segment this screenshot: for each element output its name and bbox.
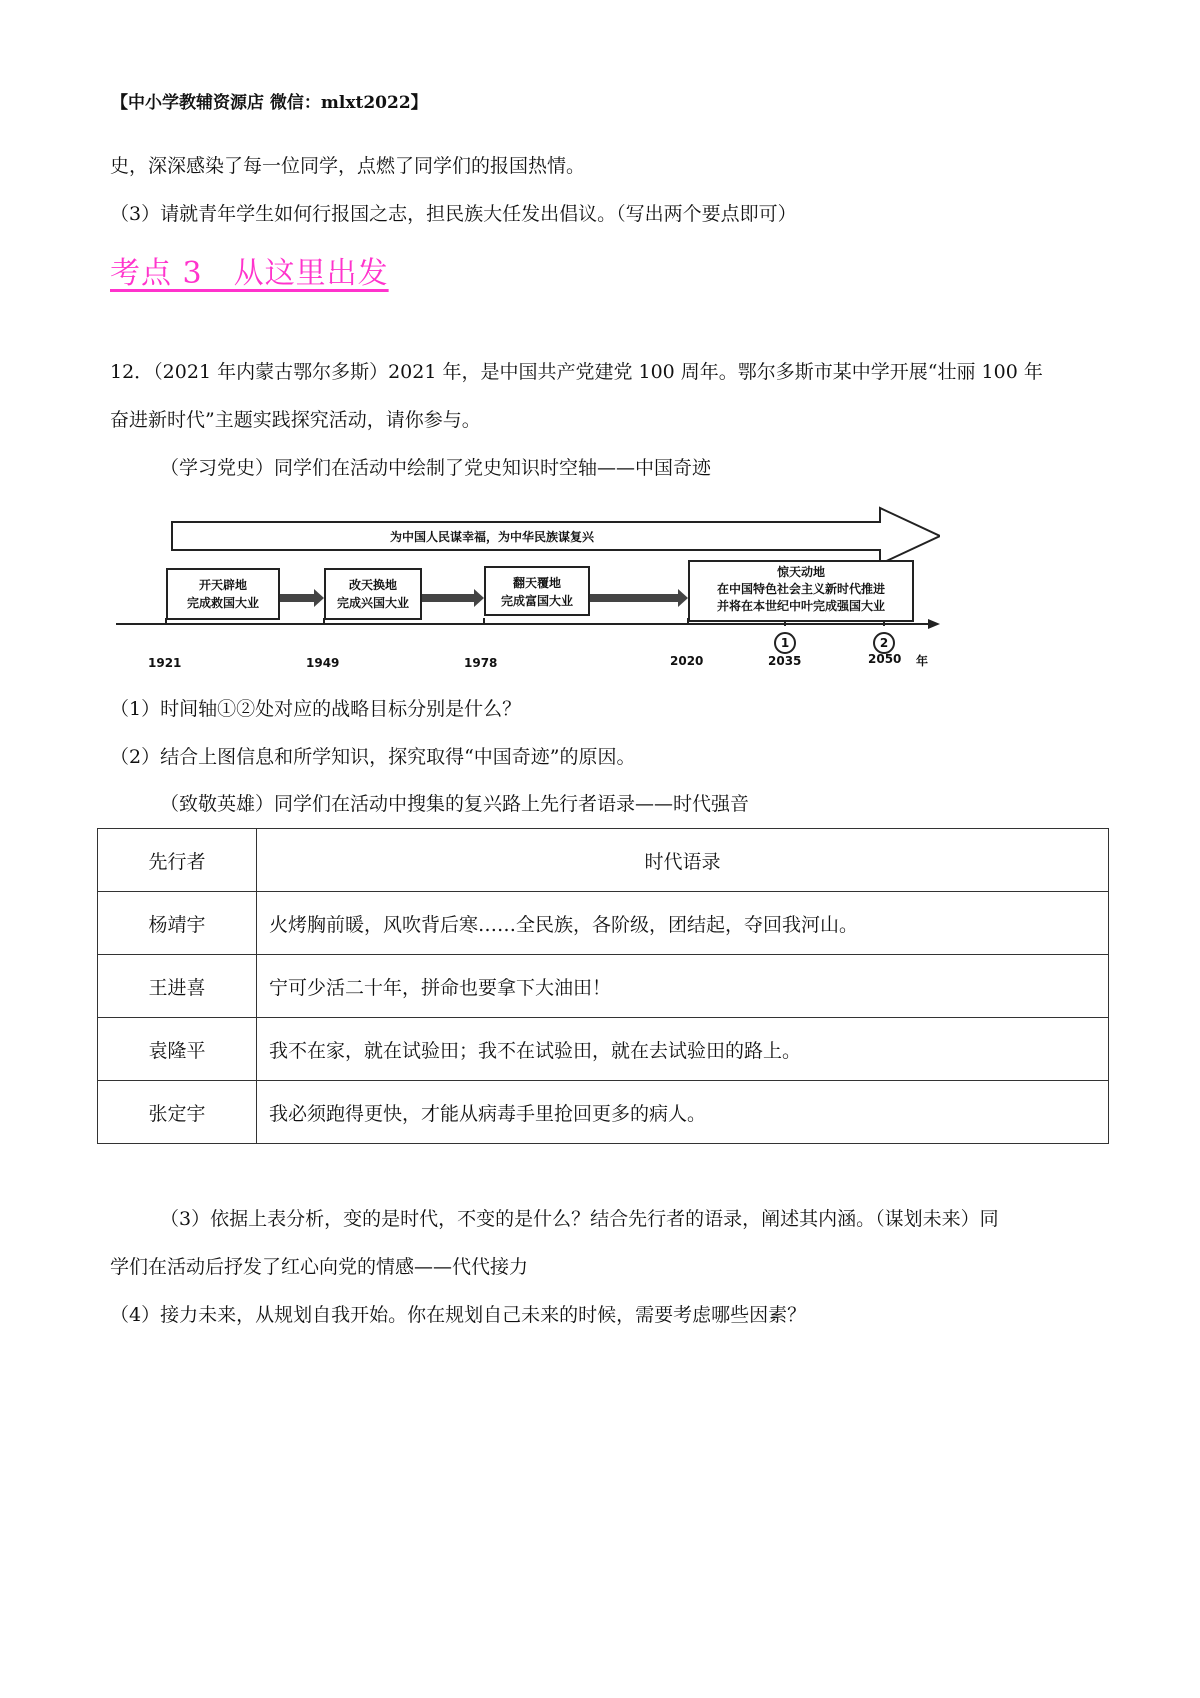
pioneer-name: 张定宇 (98, 1081, 257, 1144)
page-header: 【中小学教辅资源店 微信：mlxt2022】 (111, 93, 428, 113)
timeline-marker-1: 1 (774, 632, 796, 654)
year-2035: 2035 (768, 654, 802, 668)
table-row (98, 1081, 1109, 1144)
year-1978: 1978 (464, 656, 498, 670)
stage-box-1 (166, 568, 280, 620)
year-1921: 1921 (148, 656, 182, 670)
pioneer-quote: 宁可少活二十年，拼命也要拿下大油田！ (257, 955, 1109, 1018)
stage-3-line2: 完成富国大业 (500, 594, 573, 608)
stage-3-line1: 翻天覆地 (512, 576, 561, 590)
timeline-banner-text: 为中国人民谋幸福，为中华民族谋复兴 (390, 530, 595, 544)
stage-connector-3 (590, 589, 688, 607)
salute-heroes-line: （致敬英雄）同学们在活动中搜集的复兴路上先行者语录——时代强音 (160, 793, 750, 815)
stage-box-2 (324, 568, 422, 620)
pioneer-quote: 我必须跑得更快，才能从病毒手里抢回更多的病人。 (257, 1081, 1109, 1144)
question-12-intro-line2: 奋进新时代”主题实践探究活动，请你参与。 (110, 409, 481, 431)
question-3-line1: （3）依据上表分析，变的是时代，不变的是什么？结合先行者的语录，阐述其内涵。（谋划未来）同 (160, 1208, 999, 1230)
table-header-row (98, 829, 1109, 892)
year-2050: 2050 (868, 652, 902, 666)
previous-text-line: 史，深深感染了每一位同学，点燃了同学们的报国热情。 (110, 155, 586, 177)
pioneer-quote: 火烤胸前暖，风吹背后寒……全民族，各阶级，团结起，夺回我河山。 (257, 892, 1109, 955)
column-header-quote: 时代语录 (257, 829, 1109, 892)
stage-1-line2: 完成救国大业 (186, 596, 259, 610)
study-party-history-line: （学习党史）同学们在活动中绘制了党史知识时空轴——中国奇迹 (160, 457, 712, 479)
stage-1-line1: 开天辟地 (198, 578, 247, 592)
timeline-marker-2: 2 (873, 632, 895, 654)
year-unit: 年 (916, 654, 929, 668)
pioneer-name: 杨靖宇 (98, 892, 257, 955)
stage-2-line1: 改天换地 (348, 578, 397, 592)
stage-connector-1 (280, 589, 324, 607)
pioneer-name: 王进喜 (98, 955, 257, 1018)
question-12-intro-line1: 12．（2021 年内蒙古鄂尔多斯）2021 年，是中国共产党建党 100 周年。鄂尔多斯市某中学开展“壮丽 100 年 (110, 361, 1043, 383)
stage-box-3 (484, 566, 590, 616)
question-3-line2: 学们在活动后抒发了红心向党的情感——代代接力 (110, 1256, 529, 1278)
table-row (98, 892, 1109, 955)
pioneer-name: 袁隆平 (98, 1018, 257, 1081)
stage-4-line2: 在中国特色社会主义新时代推进 (716, 582, 885, 596)
pioneer-quote: 我不在家，就在试验田；我不在试验田，就在去试验田的路上。 (257, 1018, 1109, 1081)
section-title: 考点 3 从这里出发 (110, 256, 389, 291)
pioneers-quotes-table (97, 828, 1109, 1144)
year-1949: 1949 (306, 656, 340, 670)
stage-box-4 (688, 560, 914, 622)
stage-2-line2: 完成兴国大业 (336, 596, 409, 610)
column-header-pioneer: 先行者 (98, 829, 257, 892)
stage-4-line3: 并将在本世纪中叶完成强国大业 (716, 599, 885, 613)
stage-connector-2 (422, 589, 484, 607)
table-row (98, 1018, 1109, 1081)
table-row (98, 955, 1109, 1018)
stage-4-line1: 惊天动地 (776, 565, 825, 579)
question-1: （1）时间轴①②处对应的战略目标分别是什么？ (110, 698, 522, 720)
question-4: （4）接力未来，从规划自我开始。你在规划自己未来的时候，需要考虑哪些因素？ (110, 1304, 807, 1326)
year-2020: 2020 (670, 654, 704, 668)
axis-arrowhead (928, 619, 940, 629)
party-history-timeline (110, 500, 940, 675)
question-2: （2）结合上图信息和所学知识，探究取得“中国奇迹”的原因。 (110, 746, 636, 768)
previous-question-3: （3）请就青年学生如何行报国之志，担民族大任发出倡议。（写出两个要点即可） (110, 203, 797, 225)
